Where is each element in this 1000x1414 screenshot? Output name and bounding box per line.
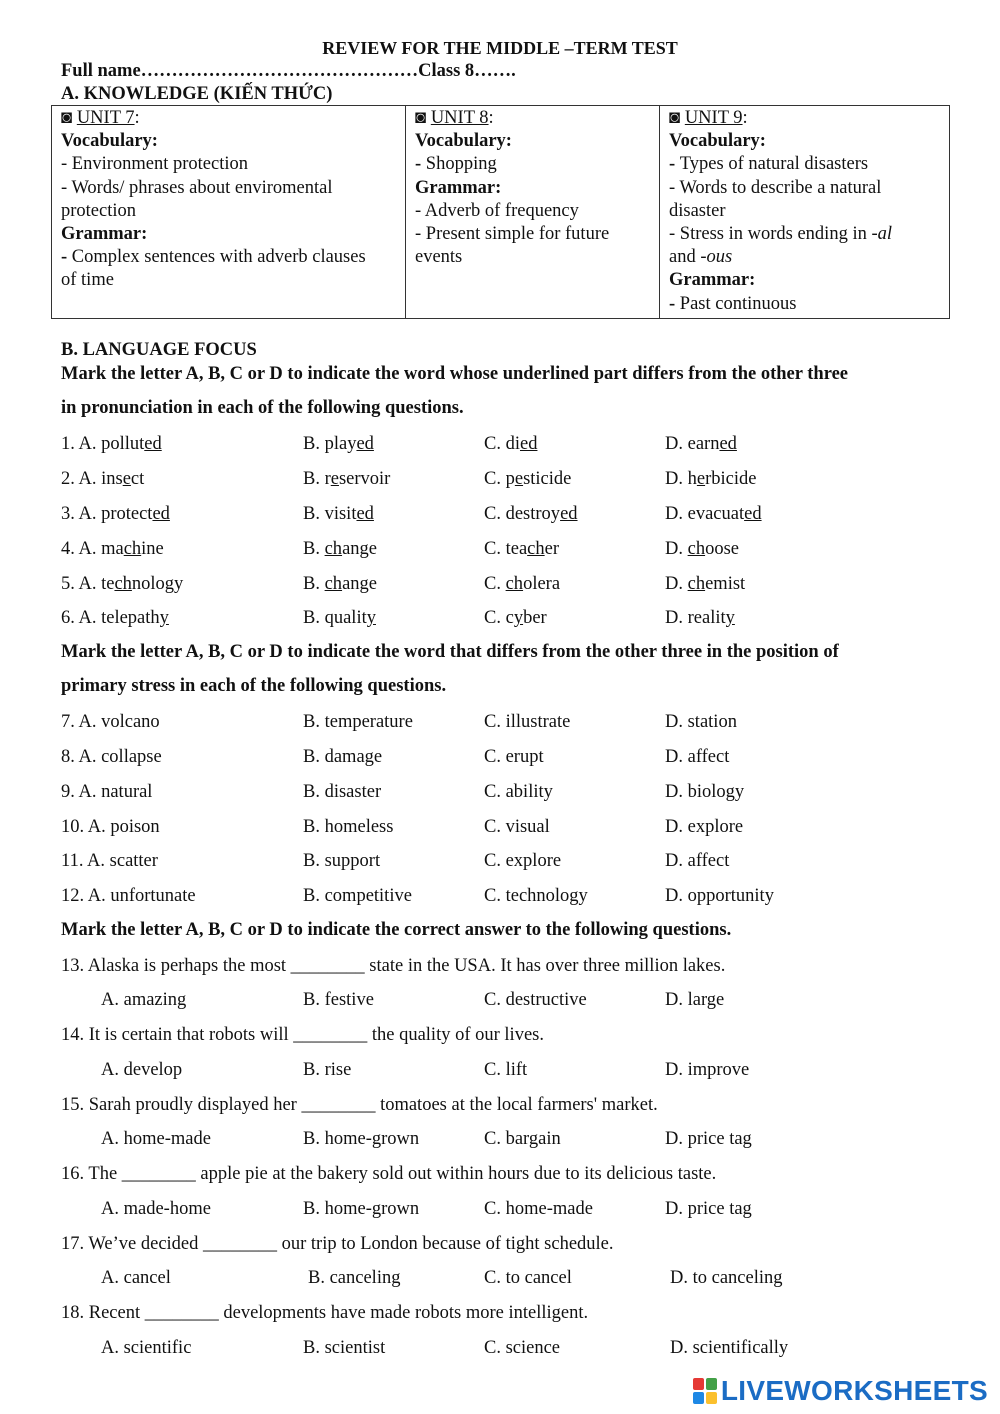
question-option: C. to cancel <box>484 1268 572 1288</box>
question-option: A. cancel <box>101 1268 171 1288</box>
question-option: B. disaster <box>303 782 382 802</box>
question-option: D. explore <box>665 817 744 837</box>
question-option: A. develop <box>101 1060 183 1080</box>
question-option: B. rise <box>303 1060 352 1080</box>
instruction-correct-answer: Mark the letter A, B, C or D to indicate the correct answer to the following questions. <box>61 920 732 940</box>
unit-marker-icon: ◙ <box>415 108 427 128</box>
unit8-grammar-label: Grammar: <box>415 177 502 198</box>
question-option: B. homeless <box>303 817 394 837</box>
question-option: B. competitive <box>303 886 412 906</box>
unit9-heading: UNIT 9 <box>684 108 743 128</box>
question-option: D. reality <box>665 608 735 628</box>
question-option: C. home-made <box>484 1199 593 1219</box>
question-option: D. biology <box>665 782 745 802</box>
question-option: D. choose <box>665 539 740 559</box>
question-option: C. illustrate <box>484 712 571 732</box>
question-stem: 13. Alaska is perhaps the most ________ state in the USA. It has over three million lakes. <box>61 956 726 976</box>
question-option: D. earned <box>665 434 737 454</box>
question-option: C. cholera <box>484 574 561 594</box>
question-option: B. support <box>303 851 381 871</box>
question-option: 10. A. poison <box>61 817 160 837</box>
question-option: D. affect <box>665 851 730 871</box>
question-option: C. bargain <box>484 1129 561 1149</box>
question-option: 3. A. protected <box>61 504 170 524</box>
question-option: A. amazing <box>101 990 187 1010</box>
unit9-grammar-label: Grammar: <box>669 270 756 291</box>
page-title: REVIEW FOR THE MIDDLE –TERM TEST <box>322 38 678 58</box>
question-option: D. station <box>665 712 737 732</box>
question-option: 12. A. unfortunate <box>61 886 196 906</box>
question-option: C. visual <box>484 817 550 837</box>
question-option: 8. A. collapse <box>61 747 162 767</box>
question-stem: 17. We’ve decided ________ our trip to London because of tight schedule. <box>61 1234 614 1254</box>
unit9-suffix-ous: -ous <box>700 247 733 268</box>
liveworksheets-logo <box>693 1375 988 1407</box>
question-option: C. destroyed <box>484 504 578 524</box>
liveworksheets-logo-icon <box>693 1378 717 1404</box>
question-option: B. scientist <box>303 1338 386 1358</box>
unit9-vocab-5: and <box>669 247 701 268</box>
unit8-cell: ◙ UNIT 8: Vocabulary: - Shopping Grammar: - Adverb of frequency - Present simple for future events <box>406 106 660 319</box>
question-option: D. opportunity <box>665 886 774 906</box>
question-option: D. to canceling <box>670 1268 783 1288</box>
unit9-vocab-2: - Words to describe a natural <box>669 177 882 198</box>
unit8-grammar-2: - Present simple for future <box>415 224 610 245</box>
liveworksheets-logo-text: LIVEWORKSHEETS <box>720 1375 988 1406</box>
unit7-vocab-3: protection <box>61 200 137 221</box>
question-option: C. technology <box>484 886 588 906</box>
unit9-cell: ◙ UNIT 9: Vocabulary: - Types of natural disasters - Words to describe a natural disaster - Stress in words ending in -al and -ous Grammar: - Past continuous <box>660 106 950 319</box>
question-stem: 15. Sarah proudly displayed her ________ tomatoes at the local farmers' market. <box>61 1095 658 1115</box>
question-option: B. change <box>303 574 377 594</box>
unit7-vocab-1: - Environment protection <box>61 154 249 175</box>
unit7-cell: ◙ UNIT 7: Vocabulary: - Environment protection - Words/ phrases about enviromental protection Grammar: - Complex sentences with adverb clauses of time <box>52 106 406 319</box>
question-option: B. canceling <box>308 1268 401 1288</box>
section-b-heading: B. LANGUAGE FOCUS <box>61 340 257 360</box>
question-option: A. scientific <box>101 1338 192 1358</box>
question-option: D. scientifically <box>670 1338 789 1358</box>
question-option: C. died <box>484 434 538 454</box>
units-table <box>51 105 950 319</box>
question-option: 5. A. technology <box>61 574 184 594</box>
question-option: D. evacuated <box>665 504 762 524</box>
question-stem: 18. Recent ________ developments have made robots more intelligent. <box>61 1303 589 1323</box>
unit8-vocab-label: Vocabulary: <box>415 131 512 152</box>
question-option: B. home-grown <box>303 1129 420 1149</box>
instruction-pronunciation-1: Mark the letter A, B, C or D to indicate the word whose underlined part differs from the other three <box>61 364 848 384</box>
question-option: C. erupt <box>484 747 544 767</box>
question-option: D. affect <box>665 747 730 767</box>
question-option: D. chemist <box>665 574 746 594</box>
question-option: D. improve <box>665 1060 750 1080</box>
question-option: 6. A. telepathy <box>61 608 169 628</box>
question-option: B. temperature <box>303 712 413 732</box>
unit8-grammar-1: - Adverb of frequency <box>415 200 579 221</box>
question-option: 4. A. machine <box>61 539 164 559</box>
unit9-vocab-4: - Stress in words ending in <box>669 224 872 245</box>
unit9-vocab-label: Vocabulary: <box>669 131 766 152</box>
question-option: C. science <box>484 1338 561 1358</box>
question-option: C. ability <box>484 782 553 802</box>
question-option: D. herbicide <box>665 469 757 489</box>
question-option: B. home-grown <box>303 1199 420 1219</box>
unit9-suffix-al: -al <box>871 224 893 245</box>
unit9-vocab-3: disaster <box>669 200 726 221</box>
question-stem: 14. It is certain that robots will ________ the quality of our lives. <box>61 1025 544 1045</box>
question-option: D. price tag <box>665 1129 752 1149</box>
question-option: C. destructive <box>484 990 587 1010</box>
question-option: C. teacher <box>484 539 559 559</box>
question-option: B. visited <box>303 504 374 524</box>
unit7-grammar-1: Complex sentences with adverb clauses <box>71 247 366 268</box>
unit8-grammar-3: events <box>415 247 463 268</box>
instruction-pronunciation-2: in pronunciation in each of the following questions. <box>61 398 464 418</box>
unit7-grammar-2: of time <box>61 270 114 291</box>
unit9-grammar-1: Past continuous <box>679 293 797 314</box>
instruction-stress-2: primary stress in each of the following questions. <box>61 676 447 696</box>
question-option: C. explore <box>484 851 562 871</box>
unit8-vocab-1: Shopping <box>425 154 497 175</box>
question-option: C. pesticide <box>484 469 572 489</box>
question-option: C. lift <box>484 1060 528 1080</box>
question-stem: 16. The ________ apple pie at the bakery sold out within hours due to its delicious taste. <box>61 1164 717 1184</box>
question-option: 9. A. natural <box>61 782 153 802</box>
question-option: 11. A. scatter <box>61 851 158 871</box>
unit-marker-icon: ◙ <box>61 108 73 128</box>
question-option: C. cyber <box>484 608 547 628</box>
unit7-vocab-2: - Words/ phrases about enviromental <box>61 177 333 198</box>
question-option: A. made-home <box>101 1199 211 1219</box>
question-option: B. quality <box>303 608 376 628</box>
question-option: 7. A. volcano <box>61 712 160 732</box>
question-option: B. damage <box>303 747 383 767</box>
question-option: B. change <box>303 539 377 559</box>
unit7-vocab-label: Vocabulary: <box>61 131 158 152</box>
question-option: D. price tag <box>665 1199 752 1219</box>
question-option: 1. A. polluted <box>61 434 162 454</box>
section-a-heading: A. KNOWLEDGE (KIẾN THỨC) <box>61 84 333 104</box>
unit7-grammar-label: Grammar: <box>61 224 148 245</box>
question-option: B. festive <box>303 990 374 1010</box>
question-option: B. played <box>303 434 374 454</box>
unit9-vocab-1: Types of natural disasters <box>679 154 869 175</box>
unit7-heading: UNIT 7 <box>76 108 135 128</box>
instruction-stress-1: Mark the letter A, B, C or D to indicate the word that differs from the other three in the position of <box>61 642 839 662</box>
question-option: D. large <box>665 990 725 1010</box>
unit8-heading: UNIT 8 <box>430 108 489 128</box>
question-option: B. reservoir <box>303 469 391 489</box>
unit-marker-icon: ◙ <box>669 108 681 128</box>
question-option: 2. A. insect <box>61 469 145 489</box>
question-option: A. home-made <box>101 1129 211 1149</box>
fullname-line: Full name………………………………………Class 8……. <box>61 61 516 81</box>
